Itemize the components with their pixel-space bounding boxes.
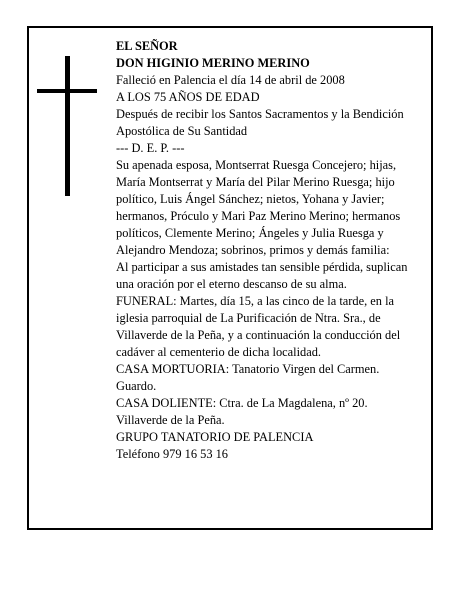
mortuary-info: CASA MORTUORIA: Tanatorio Virgen del Carmen. Guardo. (116, 362, 380, 393)
phone-number: Teléfono 979 16 53 16 (116, 447, 229, 461)
sacraments-line: Después de recibir los Santos Sacramentos y la Bendición Apostólica de Su Santidad (116, 107, 404, 138)
funeral-info: FUNERAL: Martes, día 15, a las cinco de la tarde, en la iglesia parroquial de La Purificación de Ntra. Sra., de Villaverde de la Peña, y a continuación la conducción del cadáver al cementerio de dicha localidad. (116, 294, 401, 359)
cross-horizontal-bar (37, 89, 97, 93)
age-line: A LOS 75 AÑOS DE EDAD (116, 90, 260, 104)
deceased-name: DON HIGINIO MERINO MERINO (116, 56, 310, 70)
death-date: Falleció en Palencia el día 14 de abril de 2008 (116, 73, 345, 87)
prayer-request: Al participar a sus amistades tan sensible pérdida, suplican una oración por el eterno descanso de su alma. (116, 260, 408, 291)
cross-vertical-bar (65, 56, 70, 196)
notice-text (116, 38, 422, 463)
company-name: GRUPO TANATORIO DE PALENCIA (116, 430, 314, 444)
family-list: Su apenada esposa, Montserrat Ruesga Concejero; hijas, María Montserrat y María del Pilar Merino Ruesga; hijo político, Luis Ángel Sánchez; nietos, Yohana y Javier; hermanos, Próculo y Mari Paz Merino Merino; hermanos políticos, Clemente Merino; Ángeles y Julia Ruesga y Alejandro Mendoza; sobrinos, primos y demás familia: (116, 158, 401, 257)
notice-heading-title: EL SEÑOR (116, 39, 178, 53)
rip-line: --- D. E. P. --- (116, 141, 185, 155)
family-home-info: CASA DOLIENTE: Ctra. de La Magdalena, nº 20. Villaverde de la Peña. (116, 396, 368, 427)
